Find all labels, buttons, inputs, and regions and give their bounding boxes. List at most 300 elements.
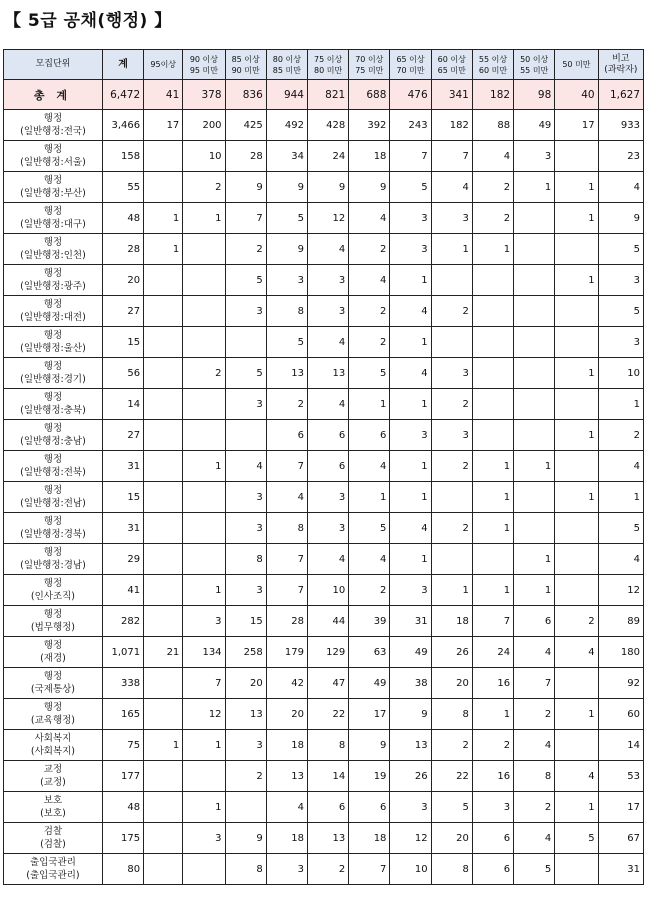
table-row (4, 358, 644, 389)
table-cell: 9 (266, 172, 307, 203)
table-cell (225, 327, 266, 358)
table-cell: 3 (183, 606, 225, 637)
table-cell (183, 296, 225, 327)
column-header-line2: 70 미만 (396, 65, 425, 75)
total-cell: 378 (183, 80, 225, 110)
table-cell: 2 (349, 327, 390, 358)
table-cell: 2 (349, 575, 390, 606)
table-cell (555, 854, 598, 885)
table-cell: 1 (514, 544, 555, 575)
table-row (4, 296, 644, 327)
table-cell: 31 (102, 513, 143, 544)
table-cell: 3 (307, 265, 348, 296)
table-cell: 4 (307, 327, 348, 358)
table-cell: 4 (266, 482, 307, 513)
table-cell (183, 544, 225, 575)
table-cell: 1 (431, 234, 472, 265)
row-label (4, 296, 103, 327)
table-cell: 18 (266, 823, 307, 854)
table-cell: 42 (266, 668, 307, 699)
table-cell (514, 420, 555, 451)
table-cell: 177 (102, 761, 143, 792)
column-header-line1: 계 (118, 59, 128, 70)
table-cell: 6 (266, 420, 307, 451)
table-cell: 18 (349, 823, 390, 854)
table-cell: 5 (266, 203, 307, 234)
table-cell: 4 (555, 637, 598, 668)
table-cell: 1 (555, 792, 598, 823)
table-cell: 18 (266, 730, 307, 761)
table-cell: 15 (102, 327, 143, 358)
table-row (4, 265, 644, 296)
column-header (225, 50, 266, 80)
table-cell (183, 234, 225, 265)
table-cell: 89 (598, 606, 643, 637)
table-cell: 60 (598, 699, 643, 730)
table-cell: 31 (390, 606, 431, 637)
table-cell (472, 296, 513, 327)
table-cell: 1 (472, 234, 513, 265)
table-cell: 1 (555, 203, 598, 234)
table-cell: 1 (183, 575, 225, 606)
total-cell: 476 (390, 80, 431, 110)
table-row (4, 668, 644, 699)
table-cell: 12 (598, 575, 643, 606)
table-cell (514, 296, 555, 327)
table-cell (555, 327, 598, 358)
table-cell: 4 (555, 761, 598, 792)
table-cell: 1 (472, 482, 513, 513)
table-cell (144, 296, 183, 327)
table-cell: 2 (598, 420, 643, 451)
table-cell: 1 (472, 575, 513, 606)
row-label-unit: (보호) (40, 808, 66, 819)
row-label (4, 265, 103, 296)
table-cell: 1 (390, 451, 431, 482)
table-cell: 6 (307, 792, 348, 823)
table-cell: 129 (307, 637, 348, 668)
table-cell: 200 (183, 110, 225, 141)
table-cell: 2 (431, 513, 472, 544)
table-cell (514, 358, 555, 389)
table-cell: 18 (349, 141, 390, 172)
table-cell: 3 (431, 420, 472, 451)
total-cell: 821 (307, 80, 348, 110)
row-label-category: 검찰 (43, 826, 63, 837)
table-cell (555, 234, 598, 265)
table-cell: 8 (266, 513, 307, 544)
table-header (4, 50, 644, 80)
row-label-unit: (일반행정:경남) (20, 560, 86, 571)
column-header (266, 50, 307, 80)
table-row (4, 482, 644, 513)
table-cell: 4 (349, 451, 390, 482)
table-cell: 4 (431, 172, 472, 203)
table-cell: 2 (431, 730, 472, 761)
table-cell: 7 (266, 575, 307, 606)
table-cell: 12 (307, 203, 348, 234)
table-cell: 3 (225, 482, 266, 513)
table-cell: 1 (514, 451, 555, 482)
table-cell: 9 (598, 203, 643, 234)
table-cell: 8 (431, 854, 472, 885)
column-header-line1: 70 이상 (355, 54, 384, 64)
table-cell: 13 (266, 358, 307, 389)
row-label-category: 보호 (43, 795, 63, 806)
table-cell: 67 (598, 823, 643, 854)
table-cell (183, 482, 225, 513)
table-cell: 7 (266, 451, 307, 482)
table-cell (183, 761, 225, 792)
table-cell: 8 (307, 730, 348, 761)
table-cell: 4 (514, 823, 555, 854)
table-cell: 2 (225, 234, 266, 265)
row-label (4, 761, 103, 792)
table-row (4, 823, 644, 854)
table-cell: 4 (514, 730, 555, 761)
table-row (4, 730, 644, 761)
table-cell: 20 (431, 823, 472, 854)
table-cell: 3 (390, 234, 431, 265)
table-cell: 3 (431, 203, 472, 234)
table-cell: 1 (472, 513, 513, 544)
column-header-line1: 85 이상 (231, 54, 260, 64)
table-cell: 21 (144, 637, 183, 668)
table-cell: 3 (598, 327, 643, 358)
table-cell: 5 (431, 792, 472, 823)
table-cell: 22 (431, 761, 472, 792)
table-row (4, 141, 644, 172)
table-cell: 3 (225, 575, 266, 606)
header-row (4, 50, 644, 80)
table-cell: 1 (183, 451, 225, 482)
column-header-line2: 60 미만 (478, 65, 508, 75)
table-cell: 243 (390, 110, 431, 141)
table-cell: 4 (266, 792, 307, 823)
table-cell (183, 513, 225, 544)
table-cell: 17 (598, 792, 643, 823)
row-label (4, 637, 103, 668)
table-cell: 4 (390, 358, 431, 389)
table-cell (514, 482, 555, 513)
table-cell: 6 (307, 451, 348, 482)
row-label-category: 사회복지 (34, 733, 72, 744)
table-cell: 1 (390, 265, 431, 296)
row-label (4, 358, 103, 389)
table-cell: 2 (183, 358, 225, 389)
table-cell: 3 (390, 575, 431, 606)
table-cell: 258 (225, 637, 266, 668)
table-cell (431, 544, 472, 575)
table-cell: 8 (514, 761, 555, 792)
column-header-line1: 50 미만 (562, 60, 591, 69)
table-cell: 1 (183, 730, 225, 761)
row-label-unit: (일반행정:충남) (20, 436, 86, 447)
table-cell (144, 823, 183, 854)
table-cell: 9 (266, 234, 307, 265)
column-header (472, 50, 513, 80)
table-cell: 34 (266, 141, 307, 172)
table-cell: 28 (225, 141, 266, 172)
table-cell: 1 (144, 234, 183, 265)
table-cell (431, 327, 472, 358)
table-cell: 4 (598, 172, 643, 203)
table-row (4, 110, 644, 141)
total-cell: 98 (514, 80, 555, 110)
table-cell: 5 (555, 823, 598, 854)
table-cell: 5 (598, 234, 643, 265)
row-label-category: 행정 (43, 237, 63, 248)
table-cell: 8 (225, 854, 266, 885)
table-cell: 24 (472, 637, 513, 668)
table-cell: 13 (307, 823, 348, 854)
table-cell (225, 420, 266, 451)
table-cell: 7 (431, 141, 472, 172)
table-cell: 1 (144, 730, 183, 761)
table-cell: 3 (431, 358, 472, 389)
table-cell: 7 (472, 606, 513, 637)
table-cell: 492 (266, 110, 307, 141)
table-cell: 1 (555, 265, 598, 296)
table-cell: 1 (598, 482, 643, 513)
table-cell: 5 (349, 358, 390, 389)
table-row (4, 327, 644, 358)
row-label-unit: (일반행정:전국) (20, 126, 86, 137)
table-cell: 3 (390, 792, 431, 823)
total-cell: 688 (349, 80, 390, 110)
table-cell: 1,071 (102, 637, 143, 668)
table-cell: 2 (431, 296, 472, 327)
table-cell: 4 (307, 234, 348, 265)
table-cell (144, 420, 183, 451)
table-cell: 3 (225, 296, 266, 327)
table-cell (183, 265, 225, 296)
row-label-unit: (일반행정:충북) (20, 405, 86, 416)
table-cell: 4 (349, 203, 390, 234)
table-cell: 13 (307, 358, 348, 389)
row-label (4, 823, 103, 854)
table-cell: 44 (307, 606, 348, 637)
table-cell: 7 (225, 203, 266, 234)
table-cell: 10 (307, 575, 348, 606)
table-cell: 88 (472, 110, 513, 141)
table-cell: 3 (183, 823, 225, 854)
table-cell: 4 (598, 451, 643, 482)
column-header-line2: 80 미만 (314, 65, 343, 75)
row-label (4, 575, 103, 606)
column-header (307, 50, 348, 80)
row-label-unit: (일반행정:인천) (20, 250, 86, 261)
table-cell: 1 (183, 203, 225, 234)
column-header-line2: 65 미만 (437, 65, 466, 75)
column-header-line1: 50 이상 (520, 54, 549, 64)
table-cell: 20 (431, 668, 472, 699)
table-cell: 7 (183, 668, 225, 699)
row-label-unit: (일반행정:경기) (20, 374, 86, 385)
table-cell (555, 296, 598, 327)
table-cell: 4 (349, 544, 390, 575)
table-cell: 9 (349, 172, 390, 203)
table-cell: 5 (598, 296, 643, 327)
table-cell: 4 (390, 513, 431, 544)
table-cell: 10 (598, 358, 643, 389)
table-cell: 2 (307, 854, 348, 885)
row-label-unit: (인사조직) (30, 591, 76, 602)
table-cell: 1 (390, 482, 431, 513)
table-cell (144, 513, 183, 544)
table-cell: 2 (472, 172, 513, 203)
column-header (183, 50, 225, 80)
table-cell: 39 (349, 606, 390, 637)
row-label (4, 203, 103, 234)
column-header (4, 50, 103, 80)
table-cell: 6 (349, 792, 390, 823)
table-cell: 6 (472, 854, 513, 885)
table-cell: 15 (225, 606, 266, 637)
row-label-category: 행정 (43, 361, 63, 372)
total-row (4, 80, 644, 110)
table-cell (555, 730, 598, 761)
row-label-category: 행정 (43, 113, 63, 124)
table-cell (144, 389, 183, 420)
table-cell: 3 (472, 792, 513, 823)
table-cell (225, 792, 266, 823)
table-cell (555, 575, 598, 606)
table-row (4, 792, 644, 823)
table-cell: 338 (102, 668, 143, 699)
row-label-category: 행정 (43, 640, 63, 651)
table-row (4, 389, 644, 420)
table-cell (144, 761, 183, 792)
table-cell: 3 (514, 141, 555, 172)
table-cell: 179 (266, 637, 307, 668)
table-cell: 17 (349, 699, 390, 730)
table-row (4, 172, 644, 203)
table-cell (555, 451, 598, 482)
table-cell: 17 (555, 110, 598, 141)
total-cell: 1,627 (598, 80, 643, 110)
table-cell: 4 (472, 141, 513, 172)
table-cell: 1 (390, 389, 431, 420)
table-cell: 10 (390, 854, 431, 885)
table-cell (144, 699, 183, 730)
table-cell: 8 (431, 699, 472, 730)
table-cell: 56 (102, 358, 143, 389)
row-label (4, 792, 103, 823)
row-label (4, 699, 103, 730)
table-cell (183, 854, 225, 885)
table-cell (514, 203, 555, 234)
table-cell: 7 (266, 544, 307, 575)
table-cell: 80 (102, 854, 143, 885)
row-label (4, 668, 103, 699)
row-label (4, 544, 103, 575)
table-cell (514, 513, 555, 544)
row-label (4, 234, 103, 265)
column-header (390, 50, 431, 80)
table-cell: 16 (472, 761, 513, 792)
column-header-line1: 80 이상 (272, 54, 301, 64)
table-cell (555, 668, 598, 699)
column-header-line1: 비고 (612, 53, 630, 64)
table-cell: 2 (225, 761, 266, 792)
row-label-category: 행정 (43, 144, 63, 155)
table-cell: 22 (307, 699, 348, 730)
row-label (4, 606, 103, 637)
table-cell: 5 (514, 854, 555, 885)
table-cell: 13 (266, 761, 307, 792)
table-cell: 2 (431, 451, 472, 482)
column-header (598, 50, 643, 80)
table-cell: 55 (102, 172, 143, 203)
table-cell (144, 327, 183, 358)
table-cell: 6 (349, 420, 390, 451)
table-cell: 3 (598, 265, 643, 296)
column-header-line1: 60 이상 (437, 54, 466, 64)
table-cell: 26 (431, 637, 472, 668)
total-cell: 182 (472, 80, 513, 110)
table-cell: 180 (598, 637, 643, 668)
row-label-unit: (일반행정:서울) (20, 157, 86, 168)
table-cell: 41 (102, 575, 143, 606)
table-cell: 2 (555, 606, 598, 637)
table-cell: 2 (431, 389, 472, 420)
row-label-unit: (법무행정) (30, 622, 76, 633)
table-cell: 24 (307, 141, 348, 172)
table-cell: 8 (225, 544, 266, 575)
table-cell: 4 (598, 544, 643, 575)
table-cell: 10 (183, 141, 225, 172)
row-label (4, 110, 103, 141)
table-cell (144, 482, 183, 513)
row-label-unit: (일반행정:전북) (20, 467, 86, 478)
table-cell: 18 (431, 606, 472, 637)
column-header-line2: 90 미만 (231, 65, 260, 75)
table-cell: 1 (431, 575, 472, 606)
row-label (4, 730, 103, 761)
table-cell (144, 606, 183, 637)
row-label-category: 행정 (43, 392, 63, 403)
table-cell: 4 (225, 451, 266, 482)
table-cell: 1 (472, 699, 513, 730)
table-cell: 933 (598, 110, 643, 141)
total-cell: 6,472 (102, 80, 143, 110)
table-cell (144, 854, 183, 885)
table-cell (183, 420, 225, 451)
row-label (4, 854, 103, 885)
table-cell: 13 (225, 699, 266, 730)
row-label (4, 513, 103, 544)
table-cell: 1 (390, 327, 431, 358)
table-cell (431, 265, 472, 296)
row-label-category: 행정 (43, 175, 63, 186)
table-cell: 5 (225, 265, 266, 296)
table-row (4, 699, 644, 730)
table-cell (431, 482, 472, 513)
table-cell: 3 (390, 203, 431, 234)
row-label-category: 행정 (43, 485, 63, 496)
table-cell: 2 (266, 389, 307, 420)
table-cell: 48 (102, 203, 143, 234)
table-cell: 14 (598, 730, 643, 761)
table-cell (472, 420, 513, 451)
row-label (4, 482, 103, 513)
table-cell: 49 (390, 637, 431, 668)
table-cell: 5 (225, 358, 266, 389)
table-cell (144, 451, 183, 482)
row-label-category: 출입국관리 (30, 857, 76, 868)
total-cell: 40 (555, 80, 598, 110)
